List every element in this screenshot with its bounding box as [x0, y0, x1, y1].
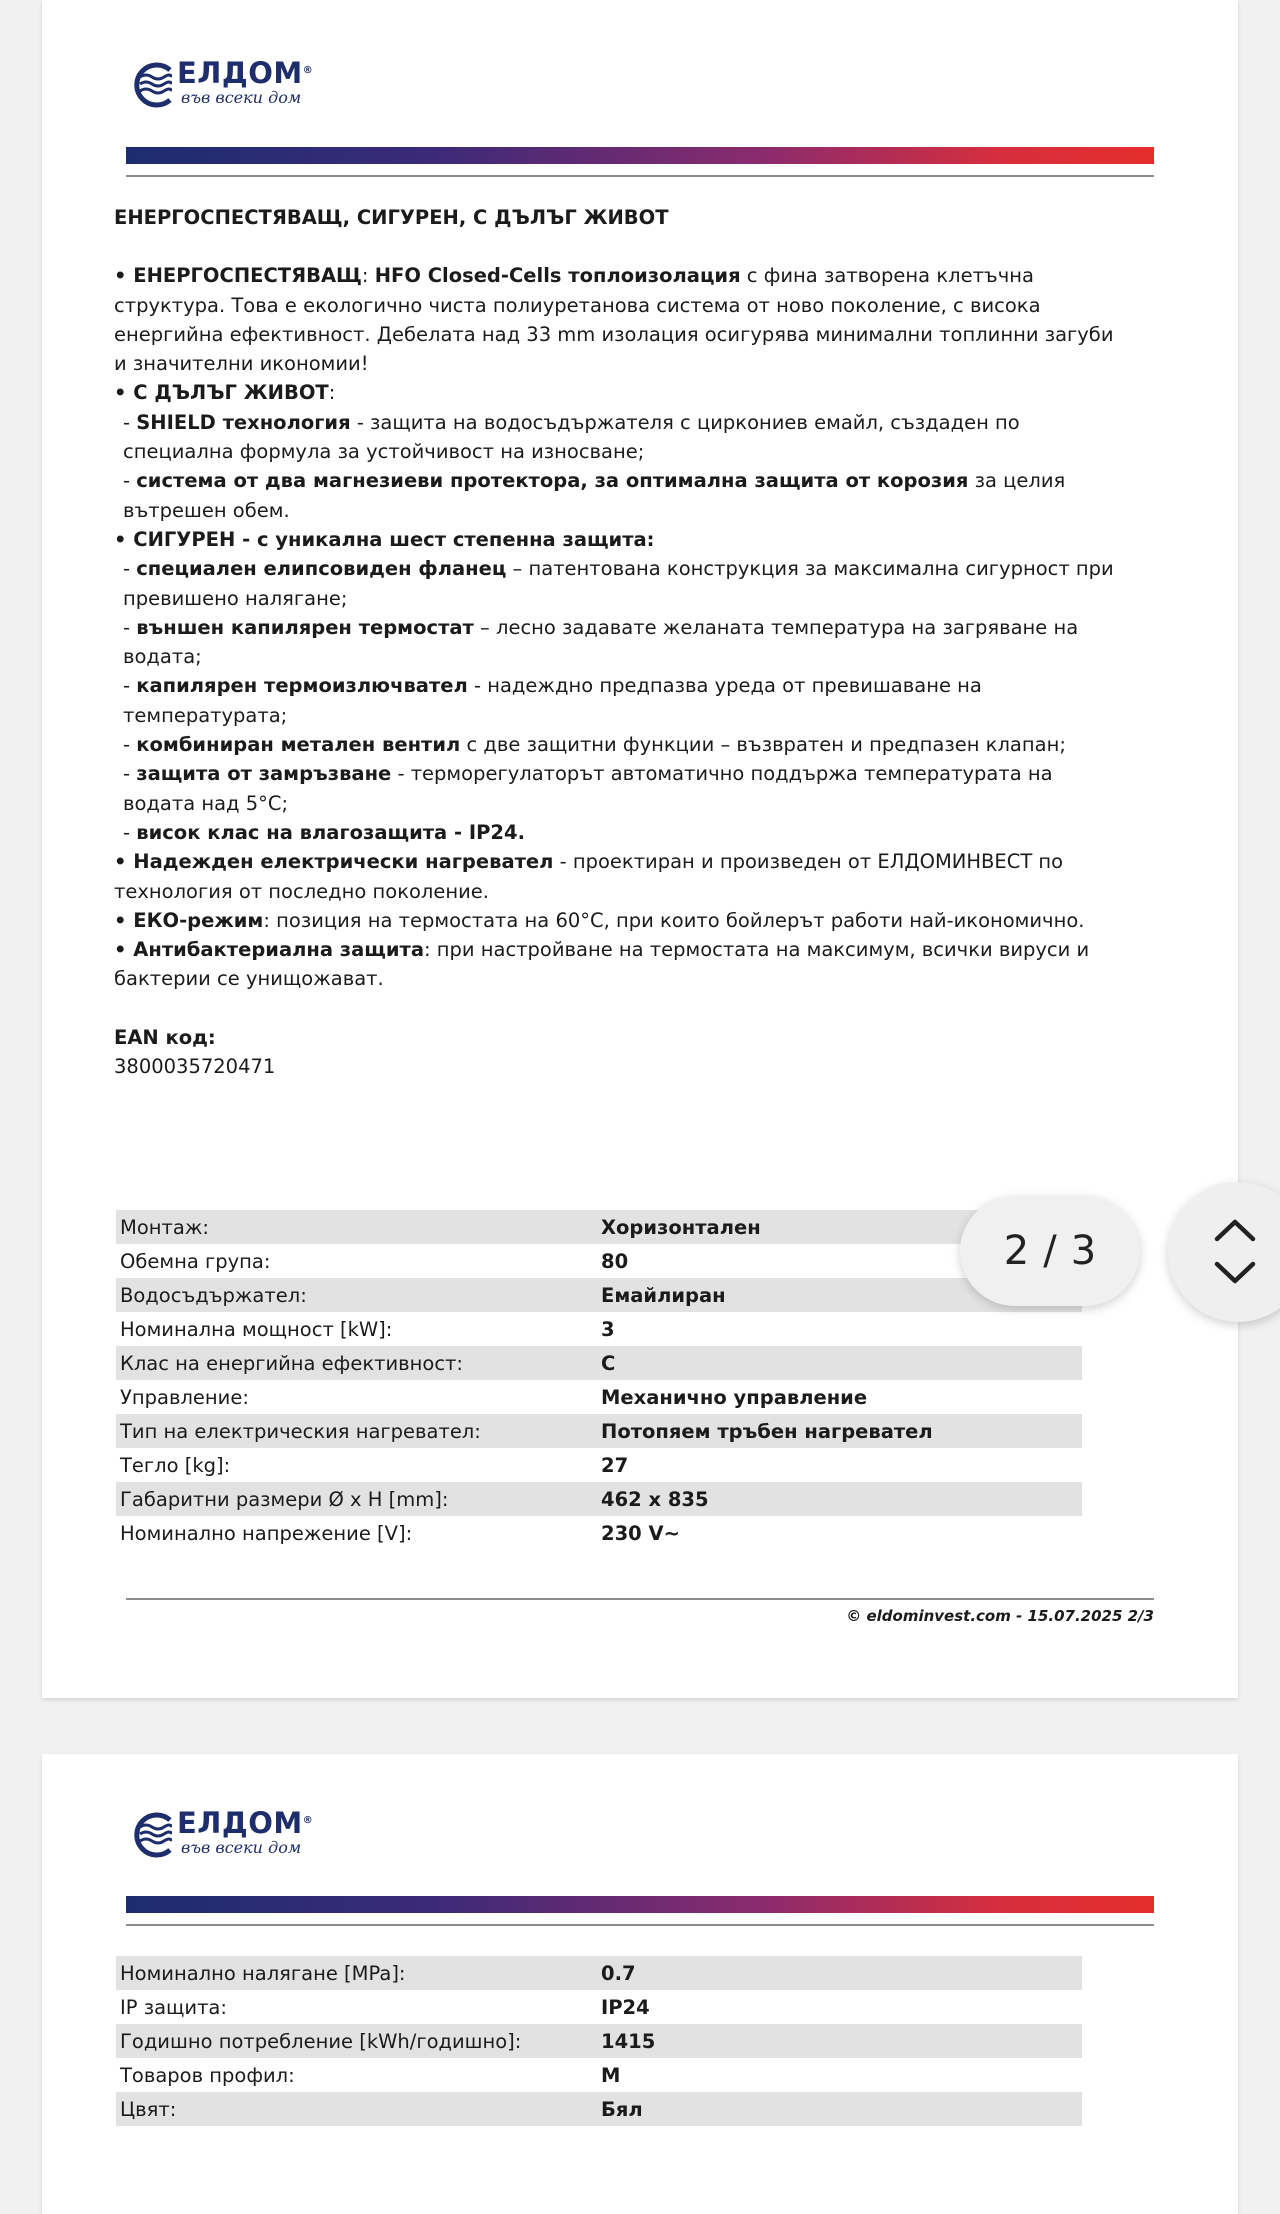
spec-value: Потопяем тръбен нагревател	[597, 1414, 1082, 1448]
spec-label: Номинална мощност [kW]:	[120, 1317, 393, 1341]
chevron-up-icon[interactable]	[1213, 1217, 1257, 1243]
description-line: • Надежден електрически нагревател - проектиран и произведен от ЕЛДОМИНВЕСТ по технология от последно поколение.	[114, 850, 1064, 903]
wave-logo-icon	[126, 58, 172, 112]
spec-label: Цвят:	[116, 2092, 597, 2126]
spec-row	[116, 2092, 1082, 2126]
spec-row	[116, 1278, 1082, 1312]
spec-label: Водосъдържател:	[116, 1278, 597, 1312]
spec-value: Хоризонтален	[597, 1210, 1082, 1244]
brand-name: ЕЛДОМ	[177, 1806, 303, 1840]
spec-label: Номинално напрежение [V]:	[120, 1521, 413, 1545]
spec-label: Клас на енергийна ефективност:	[116, 1346, 597, 1380]
description-line: - външен капилярен термостат – лесно задавате желаната температура на загряване на водата;	[123, 615, 1079, 669]
description-line: - система от два магнезиеви протектора, за оптимална защита от корозия за целия вътрешен обем.	[123, 469, 1066, 522]
spec-value: 230 V~	[601, 1521, 680, 1545]
description-line: - висок клас на влагозащита - IP24.	[123, 820, 525, 844]
ean-value: 3800035720471	[114, 1055, 276, 1079]
description-line: • Антибактериална защита: при настройване на термостата на максимум, всички вируси и бактерии се унищожават.	[114, 938, 1090, 991]
spec-value: 27	[601, 1453, 629, 1477]
spec-row	[116, 2024, 1082, 2058]
spec-value: Механично управление	[601, 1385, 868, 1409]
spec-value: 80	[601, 1249, 629, 1273]
spec-row	[116, 1448, 1082, 1482]
description-line: • ЕКО-режим: позиция на термостата на 60°C, при които бойлерът работи най-икономично.	[114, 908, 1085, 932]
wave-logo-icon	[126, 1808, 172, 1862]
page-current: 2	[1003, 1228, 1030, 1274]
footer-divider	[126, 1598, 1154, 1600]
registered-mark: ®	[302, 65, 314, 76]
spec-value: 0.7	[597, 1956, 1082, 1990]
spec-row	[116, 1312, 1082, 1346]
spec-label: Годишно потребление [kWh/годишно]:	[116, 2024, 597, 2058]
spec-row	[116, 1516, 1082, 1550]
brand-tagline: във всеки дом	[181, 1838, 302, 1857]
page-total: 3	[1070, 1228, 1097, 1274]
spec-value: C	[597, 1346, 1082, 1380]
brand-logo	[126, 1808, 313, 1862]
spec-label: Товаров профил:	[120, 2063, 295, 2087]
spec-row	[116, 1346, 1082, 1380]
gradient-header-bar	[126, 147, 1154, 164]
description-line: - защита от замръзване - терморегулаторът автоматично поддържа температурата на водата над 5°C;	[123, 762, 1053, 815]
spec-value: M	[601, 2063, 621, 2087]
specs-table-page-2	[116, 1956, 1082, 2126]
spec-label: Монтаж:	[116, 1210, 597, 1244]
spec-value: 462 x 835	[597, 1482, 1082, 1516]
spec-row	[116, 1380, 1082, 1414]
brand-tagline: във всеки дом	[181, 88, 302, 107]
spec-label: Номинално налягане [MPa]:	[116, 1956, 597, 1990]
description-line: - комбиниран метален вентил с две защитни функции – възвратен и предпазен клапан;	[123, 733, 1066, 757]
spec-label: Тип на електрическия нагревател:	[116, 1414, 597, 1448]
description-title: ЕНЕРГОСПЕСТЯВАЩ, СИГУРЕН, С ДЪЛЪГ ЖИВОТ	[114, 206, 669, 229]
description-line: - специален елипсовиден фланец – патентована конструкция за максимална сигурност при превишено налягане;	[123, 557, 1114, 610]
header-divider	[126, 1924, 1154, 1926]
spec-value: 1415	[597, 2024, 1082, 2058]
spec-label: Обемна група:	[120, 1249, 271, 1273]
spec-label: Управление:	[120, 1385, 249, 1409]
product-description	[114, 203, 1114, 1081]
registered-mark: ®	[302, 1815, 314, 1826]
spec-row	[116, 1210, 1082, 1244]
spec-row	[116, 1956, 1082, 1990]
spec-value: IP24	[601, 1995, 650, 2019]
spec-label: IP защита:	[120, 1995, 227, 2019]
gradient-header-bar	[126, 1896, 1154, 1913]
spec-label: Тегло [kg]:	[120, 1453, 231, 1477]
description-line: - SHIELD технология - защита на водосъдържателя с циркониев емайл, създаден по специална формула за устойчивост на износване;	[123, 410, 1020, 464]
description-line: • С ДЪЛЪГ ЖИВОТ:	[114, 381, 336, 405]
brand-name: ЕЛДОМ	[177, 56, 303, 90]
header-divider	[126, 175, 1154, 177]
spec-row	[116, 1414, 1082, 1448]
specs-table-page-1	[116, 1210, 1082, 1550]
page-separator: /	[1043, 1228, 1057, 1274]
spec-value: Емайлиран	[597, 1278, 1082, 1312]
description-line: • СИГУРЕН - с уникална шест степенна защита:	[114, 527, 655, 551]
spec-row	[116, 1482, 1082, 1516]
spec-value: 3	[601, 1317, 615, 1341]
spec-label: Габаритни размери Ø x H [mm]:	[116, 1482, 597, 1516]
page-indicator	[960, 1196, 1140, 1306]
ean-label: EAN код:	[114, 1025, 216, 1049]
spec-row	[116, 1990, 1082, 2024]
spec-row	[116, 1244, 1082, 1278]
page-footer: © eldominvest.com - 15.07.2025 2/3	[846, 1607, 1154, 1625]
brand-logo	[126, 58, 313, 112]
description-line: - капилярен термоизлючвател - надеждно предпазва уреда от превишаване на температурата;	[123, 674, 982, 727]
spec-value: Бял	[597, 2092, 1082, 2126]
chevron-down-icon[interactable]	[1213, 1260, 1257, 1286]
spec-row	[116, 2058, 1082, 2092]
description-line: • ЕНЕРГОСПЕСТЯВАЩ: HFO Closed-Cells топлоизолация с фина затворена клетъчна структура. Това е екологично чиста полиуретанова система от ново поколение, с висока енергийна ефективност. Дебелата над 33 mm изолация осигурява минимални топлинни загуби и значителни икономии!	[114, 264, 1114, 376]
